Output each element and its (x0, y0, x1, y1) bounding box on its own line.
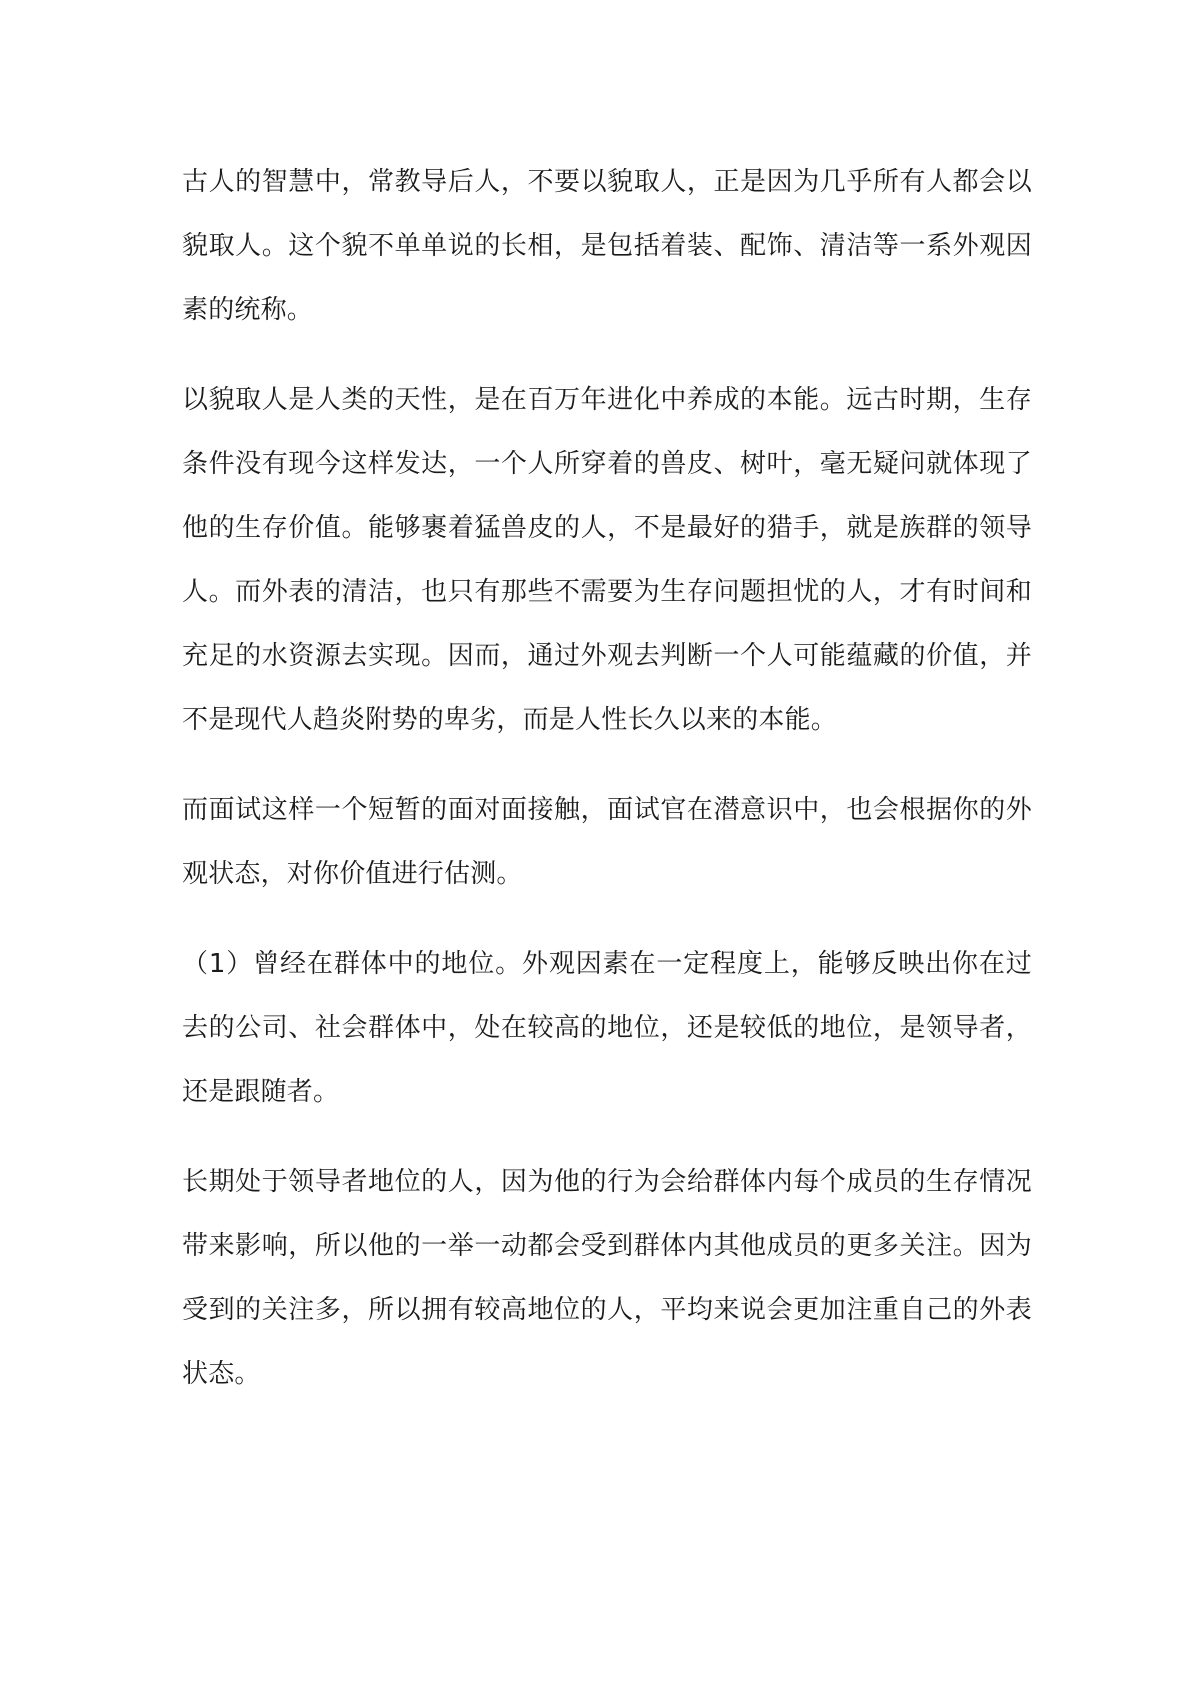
paragraph-2: 以貌取人是人类的天性，是在百万年进化中养成的本能。远古时期，生存条件没有现今这样发达，一个人所穿着的兽皮、树叶，毫无疑问就体现了他的生存价值。能够裹着猛兽皮的人，不是最好的猎手，就是族群的领导人。而外表的清洁，也只有那些不需要为生存问题担忧的人，才有时间和充足的水资源去实现。因而，通过外观去判断一个人可能蕴藏的价值，并不是现代人趋炎附势的卑劣，而是人性长久以来的本能。 (182, 385, 1032, 735)
paragraph-4: （1）曾经在群体中的地位。外观因素在一定程度上，能够反映出你在过去的公司、社会群体中，处在较高的地位，还是较低的地位，是领导者，还是跟随者。 (182, 949, 1032, 1107)
paragraph-3: 而面试这样一个短暂的面对面接触，面试官在潜意识中，也会根据你的外观状态，对你价值进行估测。 (182, 795, 1032, 889)
paragraph-1: 古人的智慧中，常教导后人，不要以貌取人，正是因为几乎所有人都会以貌取人。这个貌不单单说的长相，是包括着装、配饰、清洁等一系外观因素的统称。 (182, 167, 1032, 325)
paragraph-5: 长期处于领导者地位的人，因为他的行为会给群体内每个成员的生存情况带来影响，所以他的一举一动都会受到群体内其他成员的更多关注。因为受到的关注多，所以拥有较高地位的人，平均来说会更加注重自己的外表状态。 (182, 1167, 1032, 1389)
document-body (182, 150, 1032, 1432)
